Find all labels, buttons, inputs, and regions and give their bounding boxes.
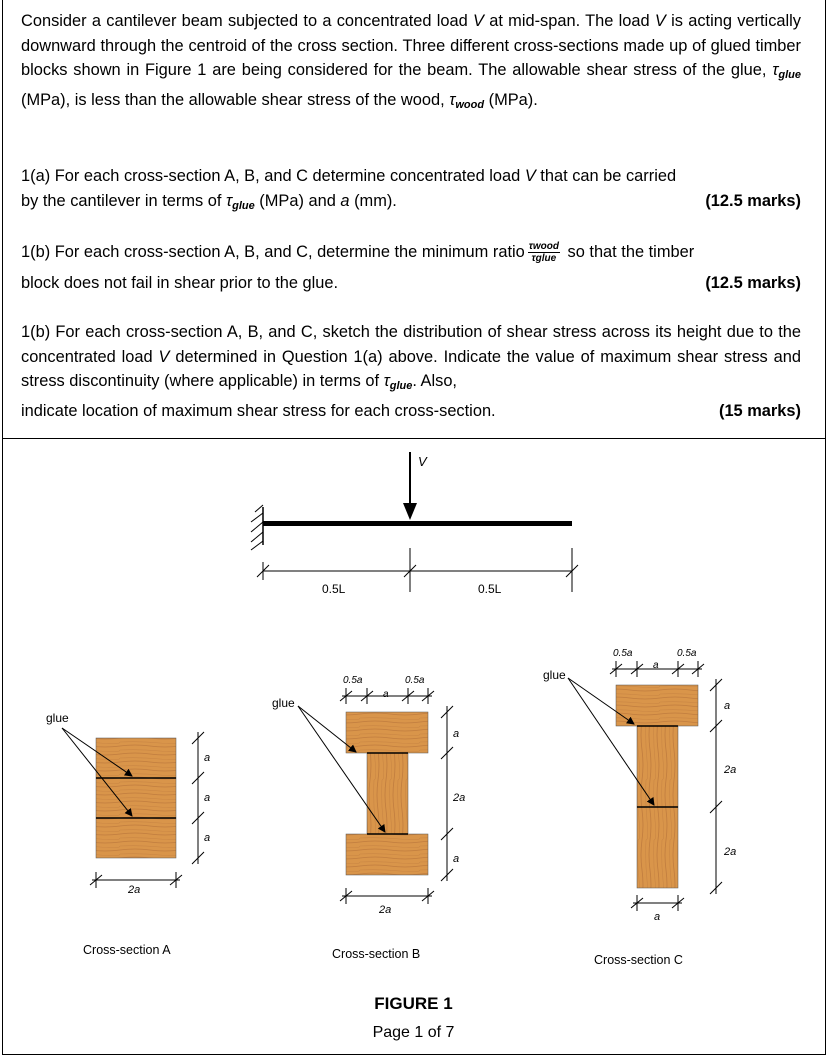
marks-1c: (15 marks) (718, 401, 801, 420)
dim-b-vertical (441, 706, 453, 881)
dim-c-2a-1: 2a (724, 764, 737, 776)
caption-c: Cross-section C (594, 953, 683, 967)
glue-label-b: glue (272, 696, 295, 710)
dim-c-a-bottom: a (654, 911, 661, 923)
dim-b-half-left: 0.5a (343, 675, 363, 686)
ratio-fraction: $\frac{\text{τwood}}{\text{τglue}}$ (528, 241, 559, 265)
dim-b-a-1: a (453, 728, 460, 740)
cross-section-c (616, 685, 698, 888)
dim-b-a-2: a (453, 853, 460, 865)
dim-c-2a-2: 2a (724, 846, 737, 858)
dim-c-half-right: 0.5a (677, 648, 697, 659)
dim-a-1: a (204, 752, 211, 764)
dim-a-3: a (204, 832, 211, 844)
dim-c-bottom (631, 895, 684, 911)
intro-paragraph: Consider a cantilever beam subjected to a concentrated load V at mid-span. The load V is acting vertically downward through the centroid of the cross section. Three different cross-sections made up of glued timber blocks shown in Figure 1 are being considered for the beam. The allowable shear stress of the glue, $\tau_{glue}$ (MPa), is less than the allowable shear stress of the wood, $\tau_{wood}$ (MPa). (21, 12, 801, 111)
dim-b-2a-bottom: 2a (379, 904, 392, 916)
page-number: Page 1 of 7 (372, 1024, 455, 1041)
dim-c-half-left: 0.5a (613, 648, 633, 659)
span-left-label: 0.5L (322, 582, 346, 596)
marks-1a: (12.5 marks) (705, 191, 801, 210)
caption-a: Cross-section A (83, 943, 171, 957)
dim-c-vertical (710, 679, 722, 894)
caption-b: Cross-section B (332, 947, 421, 961)
figure-title: FIGURE 1 (374, 994, 453, 1013)
dim-b-bottom (340, 888, 434, 904)
load-arrow (403, 452, 417, 520)
dim-b-half-right: 0.5a (405, 675, 425, 686)
cross-section-a (96, 738, 176, 858)
dim-a-2: a (204, 792, 211, 804)
dim-a-vertical (192, 732, 204, 864)
dim-b-2a: 2a (453, 792, 466, 804)
marks-1b: (12.5 marks) (705, 273, 801, 292)
question-1b: 1(b) For each cross-section A, B, and C, determine the minimum ratio $\frac{\text{τwood}}{\text{τglue}}$ so that the timber block does not fail in shear prior to the glue. (12.5 marks) (21, 240, 801, 295)
load-label: V (418, 454, 427, 469)
glue-label-a: glue (46, 711, 69, 725)
span-right-label: 0.5L (478, 582, 502, 596)
question-1c: 1(b) For each cross-section A, B, and C, sketch the distribution of shear stress across its height due to the concentrated load V determined in Question 1(a) above. Indicate the value of maximum shear stress and stress discontinuity (where applicable) in terms of $\tau_{glue}$. Also, indicate location of maximum shear stress for each cross-section. (15 marks) (21, 320, 801, 423)
dim-2a-a: 2a (128, 884, 141, 896)
question-1a: 1(a) For each cross-section A, B, and C determine concentrated load V that can be carried by the cantilever in terms of $\tau_{glue}$ (MPa) and a (mm). (12.5 marks) (21, 164, 801, 218)
dim-c-a: a (724, 700, 731, 712)
dim-b-a-top: a (383, 689, 389, 700)
glue-label-c: glue (543, 668, 566, 682)
span-dimension (257, 548, 578, 592)
dim-c-a-top: a (653, 660, 659, 671)
